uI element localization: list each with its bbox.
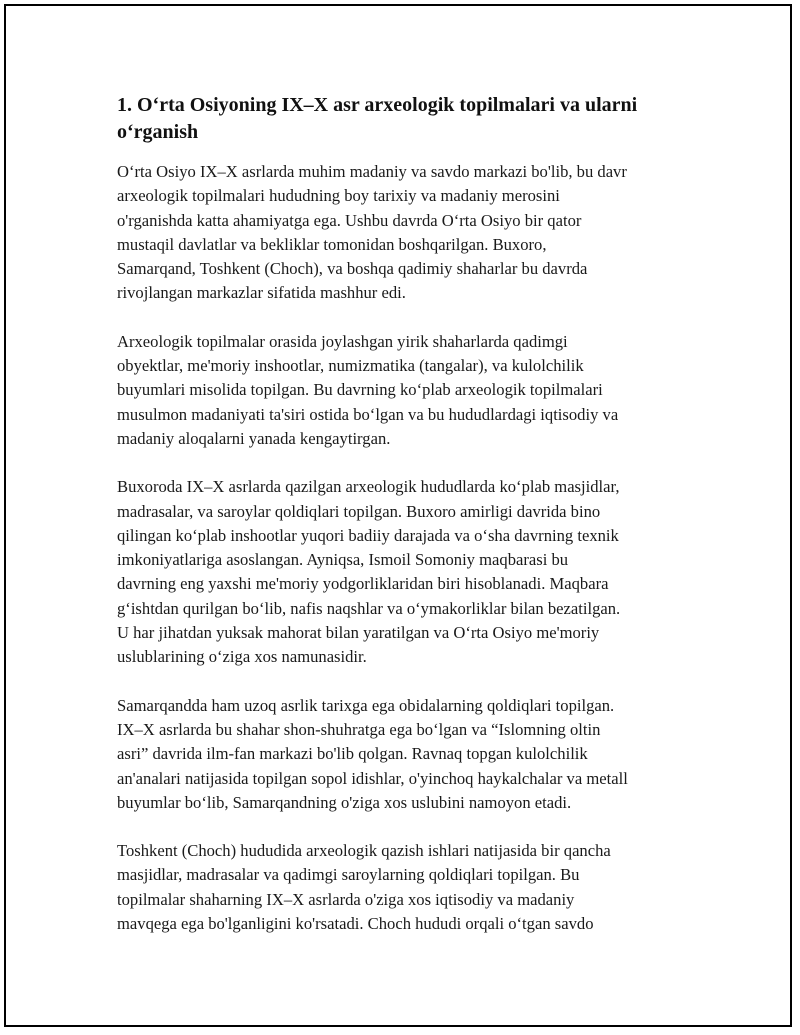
text-line: Toshkent (Choch) hududida arxeologik qazish ishlari natijasida bir qancha — [117, 841, 611, 861]
paragraph-5 — [117, 839, 702, 936]
text-line: U har jihatdan yuksak mahorat bilan yaratilgan va O‘rta Osiyo me'moriy — [117, 623, 600, 643]
text-line: uslublarining o‘ziga xos namunasidir. — [117, 647, 367, 667]
section-heading — [117, 92, 702, 146]
paragraph-3 — [117, 475, 702, 669]
text-line: masjidlar, madrasalar va qadimgi saroylarning qoldiqlari topilgan. Bu — [117, 865, 580, 885]
text-line: musulmon madaniyati ta'siri ostida bo‘lgan va bu hududlardagi iqtisodiy va — [117, 404, 619, 424]
text-line: arxeologik topilmalari hududning boy tarixiy va madaniy merosini — [117, 186, 560, 206]
text-line: g‘ishtdan qurilgan bo‘lib, nafis naqshlar va o‘ymakorliklar bilan bezatilgan. — [117, 598, 621, 618]
text-line: Samarqandda ham uzoq asrlik tarixga ega obidalarning qoldiqlari topilgan. — [117, 695, 615, 715]
text-line: topilmalar shaharning IX–X asrlarda o'ziga xos iqtisodiy va madaniy — [117, 889, 575, 909]
text-line: davrning eng yaxshi me'moriy yodgorliklaridan biri hisoblanadi. Maqbara — [117, 574, 609, 594]
paragraph-2 — [117, 330, 702, 451]
text-line: qilingan ko‘plab inshootlar yuqori badiiy darajada va o‘sha davrning texnik — [117, 525, 619, 545]
paragraph-1 — [117, 160, 702, 306]
heading-line: 1. O‘rta Osiyoning IX–X asr arxeologik topilmalari va ularni — [117, 94, 638, 116]
text-line: Buxoroda IX–X asrlarda qazilgan arxeologik hududlarda ko‘plab masjidlar, — [117, 477, 620, 497]
text-line: mavqega ega bo'lganligini ko'rsatadi. Choch hududi orqali o‘tgan savdo — [117, 914, 594, 934]
text-line: rivojlangan markazlar sifatida mashhur edi. — [117, 283, 406, 303]
text-line: buyumlari misolida topilgan. Bu davrning ko‘plab arxeologik topilmalari — [117, 380, 603, 400]
text-line: o'rganishda katta ahamiyatga ega. Ushbu davrda O‘rta Osiyo bir qator — [117, 210, 582, 230]
document-body — [117, 92, 702, 960]
text-line: asri” davrida ilm-fan markazi bo'lib qolgan. Ravnaq topgan kulolchilik — [117, 744, 588, 764]
text-line: Samarqand, Toshkent (Choch), va boshqa qadimiy shaharlar bu davrda — [117, 259, 588, 279]
heading-line: o‘rganish — [117, 121, 199, 143]
text-line: obyektlar, me'moriy inshootlar, numizmatika (tangalar), va kulolchilik — [117, 356, 584, 376]
text-line: mustaqil davlatlar va bekliklar tomonidan boshqarilgan. Buxoro, — [117, 234, 547, 254]
text-line: madaniy aloqalarni yanada kengaytirgan. — [117, 428, 391, 448]
text-line: IX–X asrlarda bu shahar shon-shuhratga ega bo‘lgan va “Islomning oltin — [117, 719, 601, 739]
text-line: imkoniyatlariga asoslangan. Ayniqsa, Ismoil Somoniy maqbarasi bu — [117, 550, 569, 570]
text-line: madrasalar, va saroylar qoldiqlari topilgan. Buxoro amirligi davrida bino — [117, 501, 601, 521]
text-line: Arxeologik topilmalar orasida joylashgan yirik shaharlarda qadimgi — [117, 331, 568, 351]
text-line: an'analari natijasida topilgan sopol idishlar, o'yinchoq haykalchalar va metall — [117, 768, 628, 788]
text-line: O‘rta Osiyo IX–X asrlarda muhim madaniy va savdo markazi bo'lib, bu davr — [117, 162, 627, 181]
text-line: buyumlar bo‘lib, Samarqandning o'ziga xos uslubini namoyon etadi. — [117, 792, 572, 812]
paragraph-4 — [117, 694, 702, 815]
